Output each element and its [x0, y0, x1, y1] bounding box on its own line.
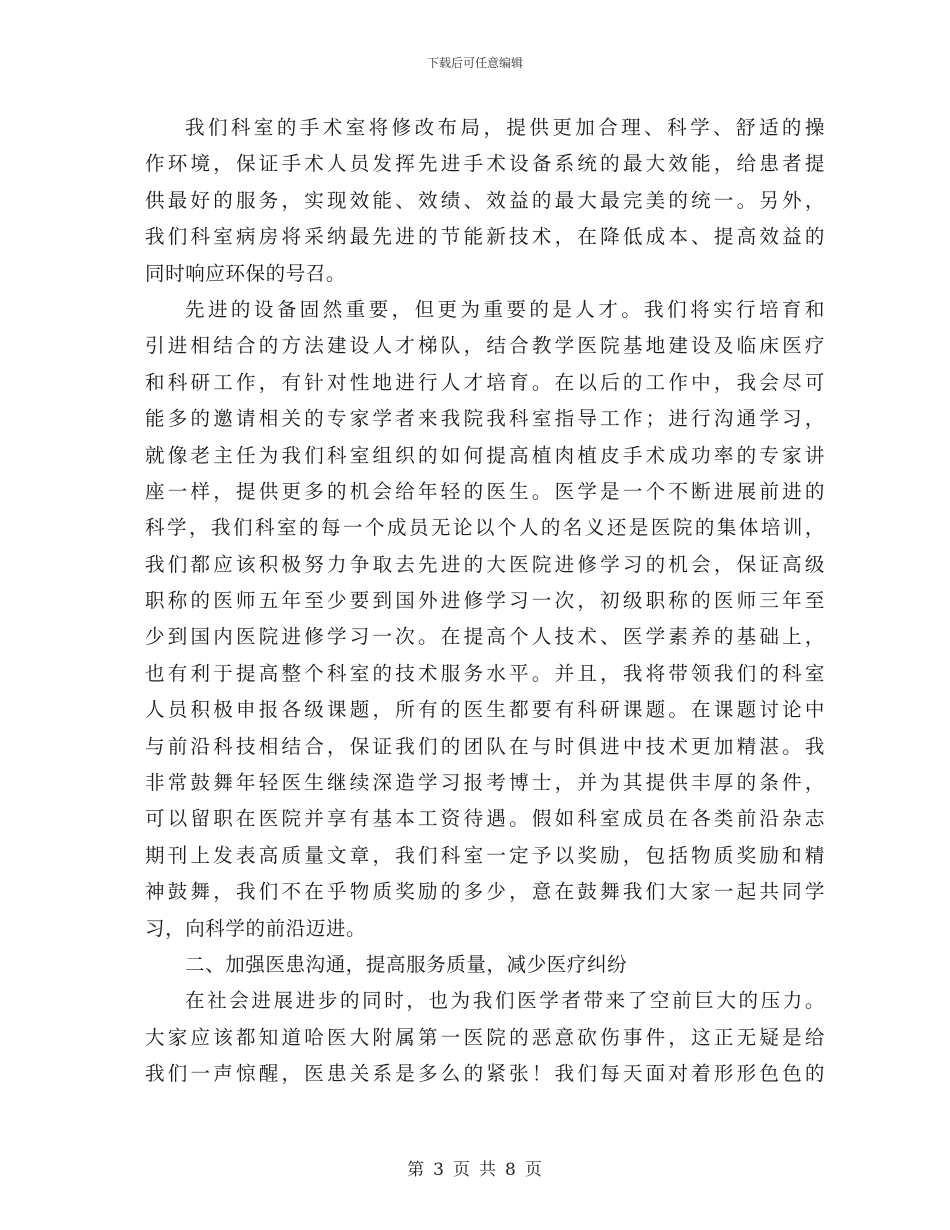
- text-line: 职称的医师五年至少要到国外进修学习一次，初级职称的医师三年至: [145, 589, 825, 613]
- text-line: 可以留职在医院并享有基本工资待遇。假如科室成员在各类前沿杂志: [145, 807, 825, 831]
- text-line: 也有利于提高整个科室的技术服务水平。并且，我将带领我们的科室: [145, 661, 825, 685]
- page-header: 下载后可任意编辑: [426, 56, 523, 70]
- text-line: 作环境，保证手术人员发挥先进手术设备系统的最大效能，给患者提: [145, 152, 825, 176]
- text-line: 人员积极申报各级课题，所有的医生都要有科研课题。在课题讨论中: [145, 698, 825, 722]
- footer-total-pages: 8: [505, 1160, 517, 1180]
- page-footer: [0, 1155, 950, 1180]
- text-line: 与前沿科技相结合，保证我们的团队在与时俱进中技术更加精湛。我: [145, 734, 825, 758]
- footer-prefix: 第: [407, 1160, 426, 1180]
- text-line: 就像老主任为我们科室组织的如何提高植肉植皮手术成功率的专家讲: [145, 443, 825, 467]
- text-line: 引进相结合的方法建设人才梯队，结合教学医院基地建设及临床医疗: [145, 334, 825, 358]
- footer-total-prefix: 共: [479, 1160, 497, 1180]
- text-line: 先进的设备固然重要，但更为重要的是人才。我们将实行培育和: [185, 297, 825, 321]
- text-line: 神鼓舞，我们不在乎物质奖励的多少，意在鼓舞我们大家一起共同学: [145, 880, 825, 904]
- text-line: 在社会进展进步的同时，也为我们医学者带来了空前巨大的压力。: [185, 989, 825, 1013]
- document-body: [145, 110, 825, 1093]
- text-line: 我们科室的手术室将修改布局，提供更加合理、科学、舒适的操: [185, 116, 825, 139]
- text-line: 我们都应该积极努力争取去先进的大医院进修学习的机会，保证高级: [145, 552, 825, 576]
- text-line: 能多的邀请相关的专家学者来我院我科室指导工作；进行沟通学习，: [145, 407, 825, 431]
- text-line: 习，向科学的前沿迈进。: [145, 916, 367, 940]
- text-line: 少到国内医院进修学习一次。在提高个人技术、医学素养的基础上，: [145, 625, 825, 649]
- text-line: 期刊上发表高质量文章，我们科室一定予以奖励，包括物质奖励和精: [145, 843, 825, 867]
- text-line: 我们一声惊醒，医患关系是多么的紧张！我们每天面对着形形色色的: [145, 1062, 825, 1086]
- footer-current-page: 3: [433, 1160, 445, 1180]
- text-line: 科学，我们科室的每一个成员无论以个人的名义还是医院的集体培训，: [145, 516, 825, 540]
- text-line: 二、加强医患沟通，提高服务质量，减少医疗纠纷: [185, 952, 628, 976]
- footer-total-label: 页: [524, 1160, 543, 1180]
- text-line: 同时响应环保的号召。: [145, 261, 347, 285]
- text-line: 和科研工作，有针对性地进行人才培育。在以后的工作中，我会尽可: [145, 370, 825, 394]
- text-line: 我们科室病房将采纳最先进的节能新技术，在降低成本、提高效益的: [145, 225, 825, 249]
- text-line: 非常鼓舞年轻医生继续深造学习报考博士，并为其提供丰厚的条件，: [145, 771, 825, 795]
- text-line: 大家应该都知道哈医大附属第一医院的恶意砍伤事件，这正无疑是给: [145, 1025, 825, 1049]
- footer-page-label: 页: [453, 1160, 471, 1180]
- text-line: 座一样，提供更多的机会给年轻的医生。医学是一个不断进展前进的: [145, 479, 825, 503]
- text-line: 供最好的服务，实现效能、效绩、效益的最大最完美的统一。另外，: [145, 188, 825, 212]
